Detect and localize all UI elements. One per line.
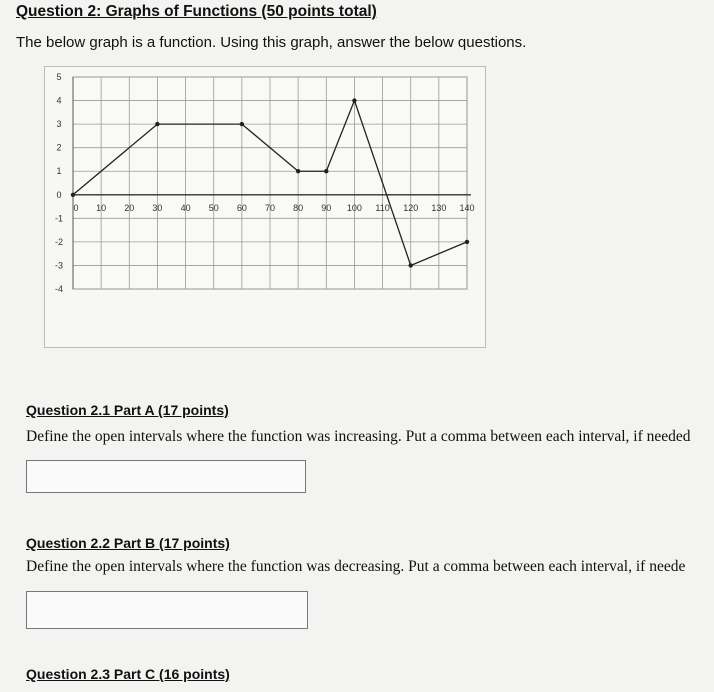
data-point: [352, 98, 356, 102]
y-tick-label: 3: [56, 119, 62, 130]
x-tick-label: 40: [180, 202, 191, 213]
y-tick-label: 0: [56, 189, 62, 200]
data-point: [465, 240, 469, 244]
function-graph: [45, 67, 485, 347]
x-tick-label: 10: [96, 202, 107, 213]
part-a-prompt: Define the open intervals where the function was increasing. Put a comma between each interval, if needed: [26, 428, 691, 445]
part-b-prompt: Define the open intervals where the function was decreasing. Put a comma between each interval, if neede: [26, 558, 686, 575]
x-tick-label: 140: [459, 202, 475, 213]
x-tick-label: 130: [431, 202, 447, 213]
x-tick-label: 60: [236, 202, 247, 213]
y-tick-label: 4: [56, 95, 62, 106]
y-tick-label: 5: [56, 72, 62, 82]
y-tick-label: 1: [56, 166, 62, 177]
y-tick-label: -3: [54, 260, 64, 271]
x-tick-label: 120: [403, 202, 419, 213]
part-b-title: Question 2.2 Part B (17 points): [26, 535, 230, 551]
y-tick-label: -2: [54, 236, 64, 247]
x-tick-label: 30: [152, 202, 163, 213]
x-tick-label: 80: [293, 202, 304, 213]
data-point: [240, 122, 244, 126]
part-b-answer-input[interactable]: [26, 591, 308, 629]
question-intro: The below graph is a function. Using this graph, answer the below questions.: [16, 34, 527, 51]
x-tick-label: 70: [264, 202, 276, 213]
data-point: [409, 263, 413, 267]
y-tick-label: -1: [54, 213, 64, 224]
part-c-title: Question 2.3 Part C (16 points): [26, 666, 230, 682]
x-tick-label: 90: [321, 202, 332, 213]
data-point: [296, 169, 300, 173]
x-tick-label: 50: [208, 202, 219, 213]
part-a-title: Question 2.1 Part A (17 points): [26, 402, 229, 418]
x-tick-label: 0: [73, 202, 79, 213]
data-point: [324, 169, 328, 173]
part-a-answer-input[interactable]: [26, 460, 306, 493]
x-tick-label: 110: [375, 202, 390, 213]
question-title: Question 2: Graphs of Functions (50 points total): [16, 3, 377, 20]
y-tick-label: 2: [56, 142, 62, 153]
x-tick-label: 100: [346, 202, 362, 213]
graph-panel: [44, 66, 486, 348]
x-tick-label: 20: [124, 202, 135, 213]
y-tick-label: -4: [54, 284, 64, 294]
data-point: [71, 193, 75, 197]
data-point: [155, 122, 159, 126]
